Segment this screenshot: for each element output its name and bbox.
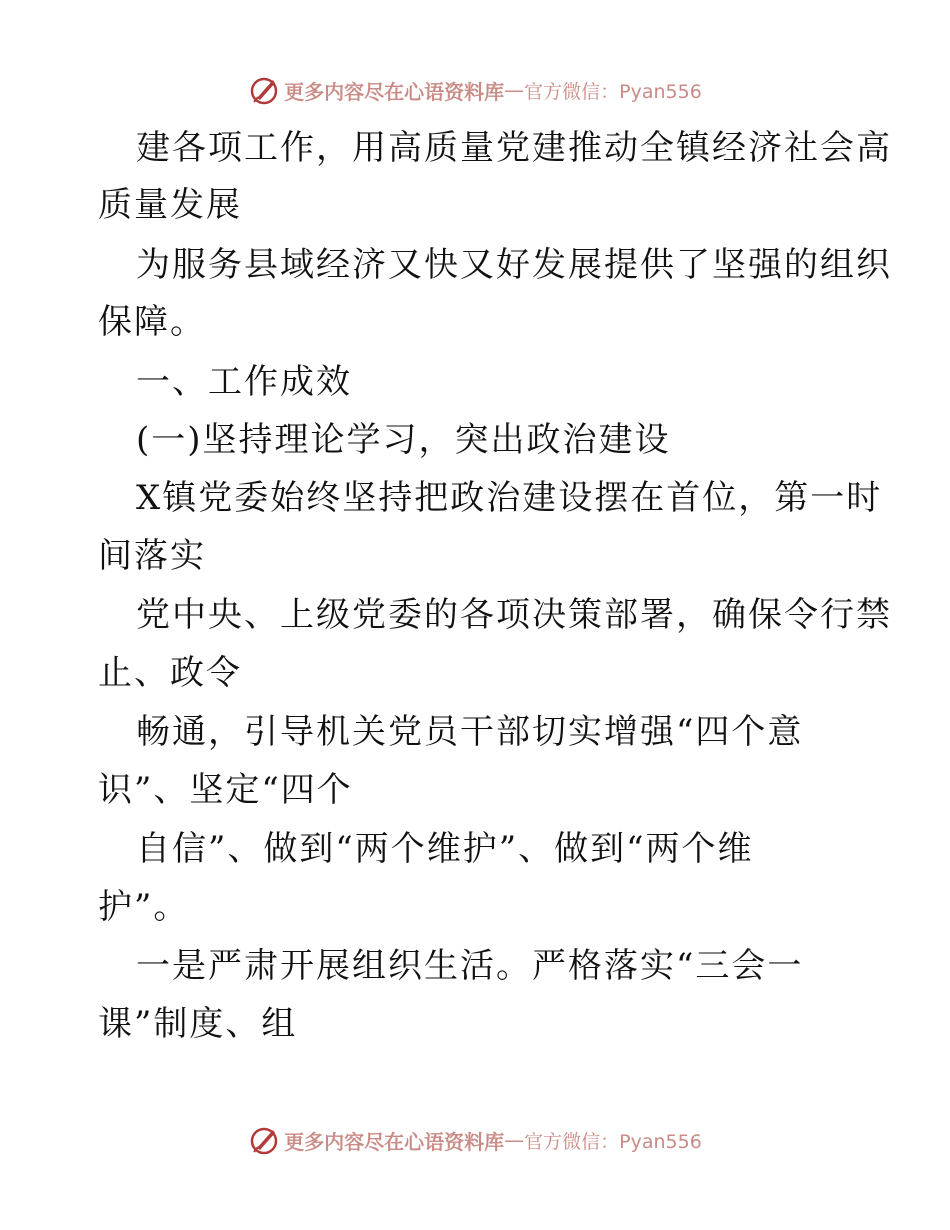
feather-pen-logo-icon <box>248 74 280 106</box>
paragraph-line: 畅通，引导机关党员干部切实增强“四个意 <box>136 712 804 752</box>
footer-watermark <box>0 1120 950 1160</box>
paragraph-line: X镇党委始终坚持把政治建设摆在首位，第一时 <box>136 478 883 518</box>
paragraph-line: 课”制度、组 <box>98 1004 298 1044</box>
subsection-heading: (一)坚持理论学习，突出政治建设 <box>136 420 671 460</box>
watermark-separator: — <box>504 1128 525 1152</box>
paragraph-line: 质量发展 <box>98 185 242 225</box>
feather-pen-logo-icon <box>248 1124 280 1156</box>
watermark-site-text: 更多内容尽在心语资料库 <box>284 1129 505 1154</box>
paragraph-line: 识”、坚定“四个 <box>98 770 353 810</box>
paragraph-line: 护”。 <box>98 887 190 927</box>
watermark-site-text: 更多内容尽在心语资料库 <box>284 79 505 104</box>
paragraph-line: 自信”、做到“两个维护”、做到“两个维 <box>136 829 754 869</box>
paragraph-line: 间落实 <box>98 536 206 576</box>
watermark-separator: — <box>504 78 525 102</box>
section-heading: 一、工作成效 <box>136 362 352 402</box>
paragraph-line: 止、政令 <box>98 653 242 693</box>
watermark-wechat-text: 官方微信：Pyan556 <box>524 1130 702 1153</box>
paragraph-line: 保障。 <box>98 302 206 342</box>
paragraph-line: 建各项工作，用高质量党建推动全镇经济社会高 <box>136 128 892 168</box>
paragraph-line: 党中央、上级党委的各项决策部署，确保令行禁 <box>136 595 892 635</box>
header-watermark <box>0 70 950 110</box>
paragraph-line: 为服务县域经济又快又好发展提供了坚强的组织 <box>136 245 892 285</box>
paragraph-line: 一是严肃开展组织生活。严格落实“三会一 <box>136 946 804 986</box>
watermark-wechat-text: 官方微信：Pyan556 <box>524 80 702 103</box>
